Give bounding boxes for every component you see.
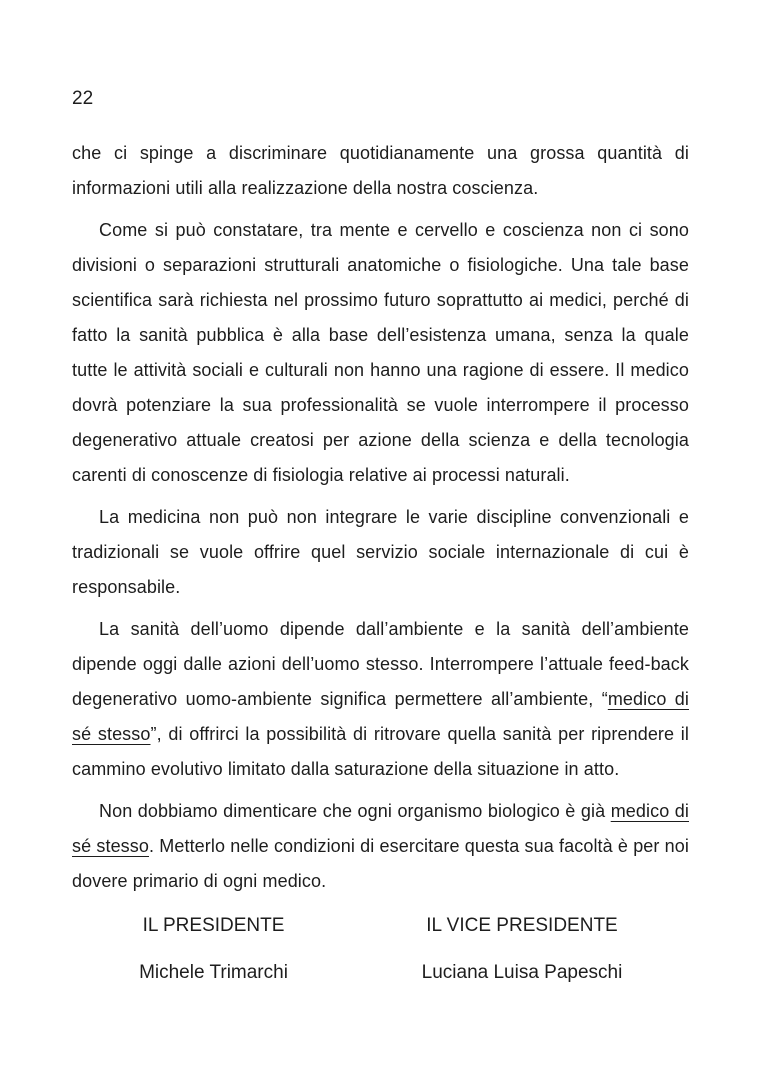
paragraph	[72, 136, 689, 206]
page-number: 22	[72, 88, 94, 109]
text-segment: che ci spinge a discriminare quotidianamente una grossa quantità di informazioni utili alla realizzazione della nostra coscienza.	[72, 143, 689, 198]
text-segment: Non dobbiamo dimenticare che ogni organismo biologico è già	[99, 801, 611, 821]
text-segment: La sanità dell’uomo dipende dall’ambiente e la sanità dell’ambiente dipende oggi dalle azioni dell’uomo stesso. Interrompere l’attuale feed-back degenerativo uomo-ambiente significa permettere all’ambiente, “	[72, 619, 689, 709]
president-title: IL PRESIDENTE	[142, 915, 285, 936]
president-name: Michele Trimarchi	[139, 962, 288, 983]
vice-president-name: Luciana Luisa Papeschi	[421, 962, 623, 983]
vice-president-title: IL VICE PRESIDENTE	[426, 915, 618, 936]
underlined-phrase: medico di sé stesso	[72, 689, 689, 744]
text-segment: . Metterlo nelle condizioni di esercitare questa sua facoltà è per noi dovere primario di ogni medico.	[72, 836, 689, 891]
signature-block	[72, 915, 689, 984]
signature-president	[72, 915, 355, 984]
paragraph	[72, 794, 689, 899]
text-segment: Come si può constatare, tra mente e cervello e coscienza non ci sono divisioni o separazioni strutturali anatomiche o fisiologiche. Una tale base scientifica sarà richiesta nel prossimo futuro soprattutto ai medici, perché di fatto la sanità pubblica è alla base dell’esistenza umana, senza la quale tutte le attività sociali e culturali non hanno una ragione di essere. Il medico dovrà potenziare la sua professionalità se vuole interrompere il processo degenerativo attuale creatosi per azione della scienza e della tecnologia carenti di conoscenze di fisiologia relative ai processi naturali.	[72, 220, 689, 485]
text-segment: La medicina non può non integrare le varie discipline convenzionali e tradizionali se vuole offrire quel servizio sociale internazionale di cui è responsabile.	[72, 507, 689, 597]
underlined-phrase: medico di sé stesso	[72, 801, 689, 856]
text-segment: ”, di offrirci la possibilità di ritrovare quella sanità per riprendere il cammino evolutivo limitato dalla saturazione della situazione in atto.	[72, 724, 689, 779]
paragraph	[72, 213, 689, 493]
document-body	[72, 136, 689, 899]
paragraph	[72, 500, 689, 605]
signature-vice-president	[355, 915, 689, 984]
paragraph	[72, 612, 689, 787]
